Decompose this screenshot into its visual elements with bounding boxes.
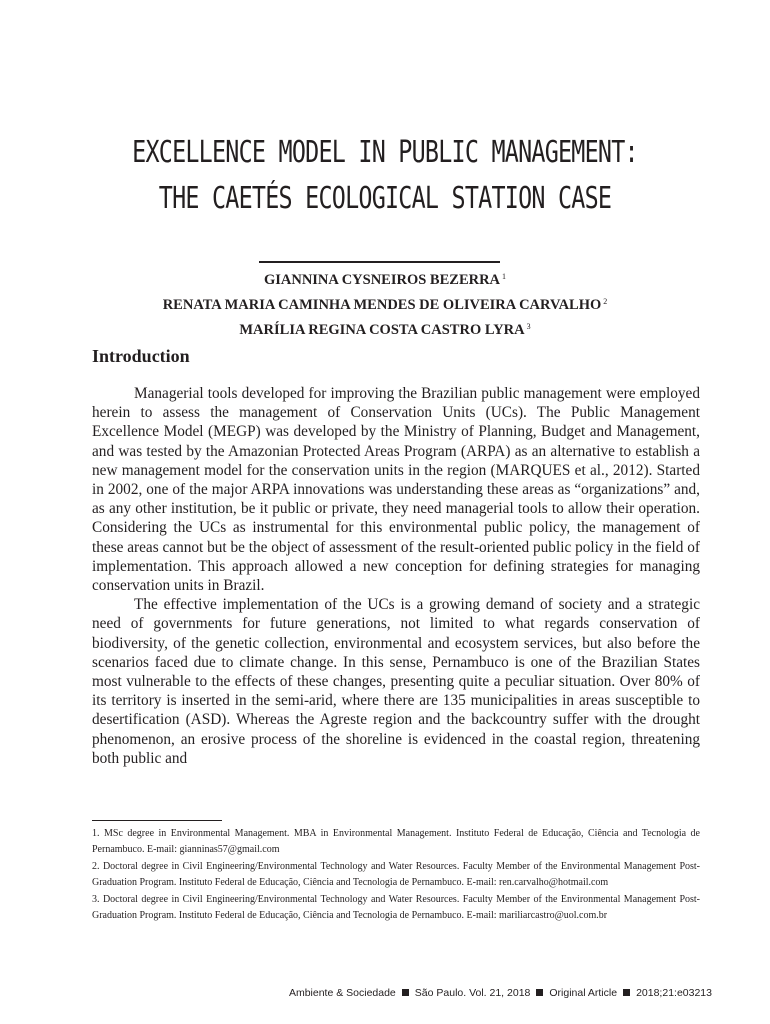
title-divider [259,261,500,263]
author-2 [0,291,770,316]
author-footnote-mark: 3 [526,322,531,331]
title-line-2: THE CAETÉS ECOLOGICAL STATION CASE [158,181,612,216]
title-line-1: EXCELLENCE MODEL IN PUBLIC MANAGEMENT: [132,135,638,170]
square-separator-icon [623,989,630,996]
article-title [0,130,770,222]
section-heading-introduction: Introduction [92,346,190,366]
author-name: MARÍLIA REGINA COSTA CASTRO LYRA [239,322,525,338]
author-name: RENATA MARIA CAMINHA MENDES DE OLIVEIRA CARVALHO [162,297,602,313]
author-3 [0,316,770,341]
square-separator-icon [536,989,543,996]
footnote-3: 3. Doctoral degree in Civil Engineering/Environmental Technology and Water Resources. Faculty Member of the Environmental Management Post-Graduation Program. Instituto Federal de Educação, Ciência and Tecnologia de Pernambuco. E-mail: mariliarcastro@uol.com.br [92,893,700,922]
journal-name: Ambiente & Sociedade [288,987,396,999]
paragraph: Managerial tools developed for improving the Brazilian public management were employed herein to assess the management of Conservation Units (UCs). The Public Management Excellence Model (MEGP) was developed by the Ministry of Planning, Budget and Management, and was tested by the Amazonian Protected Areas Program (ARPA) as an alternative to establish a new management model for the conservation units in the region (MARQUES et al., 2012). Started in 2002, one of the major ARPA innovations was understanding these areas as “organizations” and, as any other institution, be it public or private, they need managerial tools to allow their operation. Considering the UCs as instrumental for this environmental public policy, the management of these areas cannot but be the object of assessment of the result-oriented public policy in the field of implementation. This approach allowed a new conception for defining strategies for managing conservation units in Brazil. [92,385,700,595]
footnote-divider [92,820,222,821]
footnote-2: 2. Doctoral degree in Civil Engineering/Environmental Technology and Water Resources. Faculty Member of the Environmental Management Post-Graduation Program. Instituto Federal de Educação, Ciência and Tecnologia de Pernambuco. E-mail: ren.carvalho@hotmail.com [92,860,700,889]
footnotes [92,826,700,924]
page-footer [289,987,712,999]
journal-location-volume: São Paulo. Vol. 21, 2018 [414,987,531,999]
author-1 [0,266,770,291]
body-text [92,384,700,768]
author-name: GIANNINA CYSNEIROS BEZERRA [263,272,501,288]
paragraph: The effective implementation of the UCs is a growing demand of society and a strategic need of governments for future generations, not limited to what regards conservation of biodiversity, of the genetic collection, environmental and ecosystem services, but also before the scenarios faced due to climate change. In this sense, Pernambuco is one of the Brazilian States most vulnerable to the effects of these changes, presenting quite a peculiar situation. Over 80% of its territory is inserted in the semi-arid, where there are 135 municipalities in areas susceptible to desertification (ASD). Whereas the Agreste region and the backcountry suffer with the drought phenomenon, an erosive process of the shoreline is evidenced in the coastal region, threatening both public and [92,596,700,767]
article-type: Original Article [549,987,618,999]
citation-id: 2018;21:e03213 [636,987,712,999]
author-footnote-mark: 1 [502,272,507,281]
author-list [0,266,770,341]
author-footnote-mark: 2 [603,297,608,306]
square-separator-icon [402,989,409,996]
footnote-1: 1. MSc degree in Environmental Management. MBA in Environmental Management. Instituto Federal de Educação, Ciência and Tecnologia de Pernambuco. E-mail: gianninas57@gmail.com [92,828,700,856]
